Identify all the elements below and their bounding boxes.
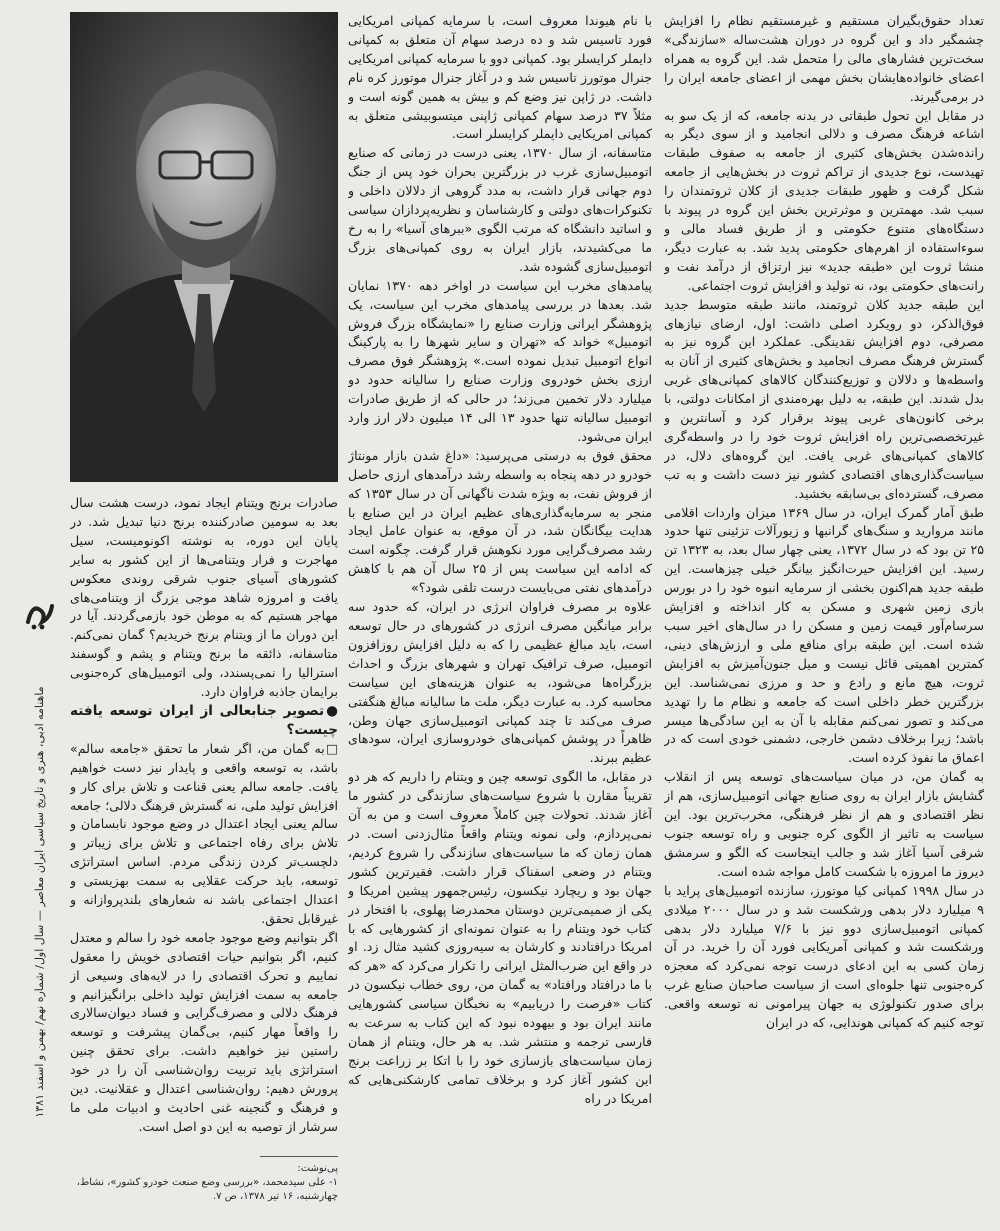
footnote-divider [260, 1156, 338, 1157]
magazine-issue-info: ماهنامه ادبی، هنری و تاریخ سیاسی ایران معاصر — سال اول/ شماره نهم/ بهمن و اسفند ۱۳۸۱ [33, 686, 46, 1118]
paragraph: این طبقه جدید کلان ثروتمند، مانند طبقه متوسط جدید فوق‌الذکر، دو رویکرد اصلی داشت: اول، ارضای نیازهای مصرفی، دوم افزایش نقدینگی. عملکرد این گروه نیز به گسترش فرهنگ مصرف انجامید و بخش‌های کثیری از آنان به واسطه‌ها و دلالان و توزیع‌کنندگان کالاهای کمپانی‌های غربی بدل شدند. این طبقه، به دلیل بهره‌مندی از امکانات دولتی، با برخی کانون‌های غربی پیوند برقرار کرد و آسانترین و غیرتخصصی‌ترین راه افزایش ثروت خود را در واسطه‌گری کالاهای کمپانی‌های غربی یافت. این گروه‌های دلال، در سیاست‌گذاری‌های اقتصادی کشور نیز دست داشت و به تب مصرف، گسترده‌ای بی‌سابقه بخشید. [664, 296, 984, 501]
paragraph: در سال ۱۹۹۸ کمپانی کیا موتورز، سازنده اتومبیل‌های پراید با ۹ میلیارد دلار بدهی ورشکست شد و در سال ۲۰۰۰ میلادی کمپانی اتومبیل‌سازی دوو نیز با ۷/۶ میلیارد دلار بدهی ورشکست شد و کمپانی آمریکایی فورد آن را خرید. در آن زمان کسی به این ادعای درست توجه نمی‌کرد که معجزه کره‌جنوبی تنها جلوه‌ای است از سیاست صاحبان صنایع غرب برای صدور تکنولوژی به جهان پیرامونی نه توسعه واقعی. توجه کنیم که کمپانی هوندایی، که در ایران [664, 882, 984, 1031]
paragraph: محقق فوق به درستی می‌پرسید: «داغ شدن بازار مونتاژ خودرو در دهه پنجاه به واسطه رشد درآمدهای ارزی حاصل از فروش نفت، به ویژه شدت ناگهانی آن در سال ۱۳۵۳ که منجر به سرمایه‌گذاری‌های عظیم ایران در این صنایع با هدایت بیگانگان شد، در آن موقع، به عنوان عامل ایجاد رشد مصرف‌گرایی مورد نکوهش قرار گرفت. چگونه است که ادامه این سیاست پس از ۲۵ سال آن هم با کاهش درآمدهای نفتی می‌بایست درست تلقی شود؟» [348, 447, 652, 596]
magazine-logo-icon [22, 596, 58, 632]
article-column-middle [348, 12, 652, 1224]
interview-question: ●تصویر جنابعالی از ایران توسعه یافته چیست؟ [70, 702, 338, 738]
paragraph: به گمان من، در میان سیاست‌های توسعه پس از انقلاب گشایش بازار ایران به روی صنایع جهانی اتومبیل‌سازی، هم از نظر اقتصادی و هم از نظر فرهنگی، مخرب‌ترین بود. این سیاست به تاثیر از الگوی کره جنوبی و راه توسعه جنوب شرقی آسیا آغاز شد و جالب اینجاست که الگو و سرمشق دیروز ما امروزه با شکست کامل مواجه شده است. [664, 769, 984, 879]
paragraph: صادرات برنج ویتنام ایجاد نمود، درست هشت سال بعد به سومین صادرکننده برنج دنیا تبدیل شد. در پایان این دوره، به نوشته اکونومیست، سیل مهاجرت و فرار ویتنامی‌ها از این کشور به سایر کشورهای آسیای جنوب شرقی روندی معکوس یافت و امروزه شاهد موجی بزرگ از ویتنامی‌های مهاجر هستیم که به موطن خود بازمی‌گردند. آیا در این دوران ما از ویتنام برنج خریدیم؟ گمان نمی‌کنم. متاسفانه، ذائقه ما برنج ویتنام و پشم و گوسفند استرالیا را نمی‌پسندد، ولی اتومبیل‌های کره‌جنوبی برایمان جاذبه فراوان دارد. [70, 495, 338, 700]
footnote-text: ۱- علی سیدمحمد، «بررسی وضع صنعت خودرو کشور»، نشاط، چهارشنبه، ۱۶ تیر ۱۳۷۸، ص ۷. [76, 1177, 338, 1202]
paragraph: در مقابل، ما الگوی توسعه چین و ویتنام را داریم که هر دو تقریباً مقارن با شروع سیاست‌های سازندگی در کشور ما آغاز شدند. تحولات چین کاملاً معروف است و من به آن نمی‌پردازم، ولی نمونه ویتنام واقعاً مثال‌زدنی است. در همان زمان که ما سیاست‌های سازندگی را شروع کردیم، ویتنام در وضعی اسفناک قرار داشت. فقیرترین کشور جهان بود و ریچارد نیکسون، رئیس‌جمهور پیشین امریکا و یکی از صمیمی‌ترین دوستان محمدرضا پهلوی، با افتخار در کتاب خود ویتنام را به عنوان نمونه‌ای از کشورهایی که با امریکا درافتادند و کارشان به سیه‌روزی کشید مثال زد. او در واقع این ضرب‌المثل ایرانی را تکرار می‌کرد که «هر که با ما درافتاد ورافتاد» به گمان من، روی خطاب نیکسون در کتاب «فرصت را دریابیم» به نخبگان سیاسی کشورهایی مانند ایران بود و بیهوده نبود که این کتاب به سرعت به فارسی ترجمه و منتشر شد. به هر حال، ویتنام از همان زمان سیاست‌های بازسازی خود را با اتکا بر زراعت برنج این کشور آغاز کرد و برخلاف تمامی کارشکنی‌هایی که امریکا در راه [348, 769, 652, 1106]
article-column-right [664, 12, 984, 1224]
paragraph: پیامدهای مخرب این سیاست در اواخر دهه ۱۳۷۰ نمایان شد. بعدها در بررسی پیامدهای مخرب این سیاست، یک پژوهشگر ایرانی وزارت صنایع را «نمایشگاه بزرگ فروش اتومبیل» خواند که «تهران و سایر شهرها را به پارکینگ انواع اتومبیل تبدیل نموده است.» پژوهشگر فوق مصرف ارزی بخش خودروی وزارت صنایع را سالیانه حدود دو میلیارد دلار تخمین می‌زند؛ در حالی که از طریق صادرات اتومبیل سالیانه تنها حدود ۱۳ الی ۱۴ میلیون دلار ارز وارد ایران می‌شود. [348, 277, 652, 444]
article-column-left [70, 494, 338, 1150]
magazine-description: ماهنامه ادبی، هنری و تاریخ سیاسی ایران معاصر [33, 686, 46, 907]
paragraph: تعداد حقوق‌بگیران مستقیم و غیرمستقیم نظام را افزایش چشمگیر داد و این گروه در دوران هشت‌ساله «سازندگی» سخت‌ترین فشارهای مالی را متحمل شد. این گروه به همراه اعضای خانواده‌هایشان بخش مهمی از اعضای جامعه ایران را در برمی‌گیرند. [664, 13, 984, 104]
portrait-photo-icon [70, 12, 338, 482]
paragraph: اگر بتوانیم وضع موجود جامعه خود را سالم و معتدل کنیم، اگر بتوانیم حیات اقتصادی خویش را معقول نماییم و تحرک اقتصادی را در لایه‌های وسیعی از جامعه به سمت افزایش تولید داخلی برانگیزانیم و فرهنگ دلالی و مصرف‌گرایی و فساد دیوان‌سالاری را واقعاً مهار کنیم، بی‌گمان پیشرفت و توسعه راستین نیز خواهیم داشت. برای تحقق چنین استراتژی باید تربیت روان‌شناسی آن را در خود پرورش دهیم: روان‌شناسی اعتدال و عقلانیت. دین و فرهنگ و گنجینه غنی احادیث و ادبیات ملی ما سرشار از توصیه به این دو اصل است. [70, 929, 338, 1134]
magazine-spine [20, 640, 60, 1170]
paragraph: متاسفانه، از سال ۱۳۷۰، یعنی درست در زمانی که صنایع اتومبیل‌سازی غرب در بزرگترین بحران خود پس از جنگ دوم جهانی قرار داشت، به مدد گروهی از دلالان داخلی و تکنوکرات‌های دولتی و کارشناسان و نظریه‌پردازان سیاسی و اساتید دانشگاه که مرتب الگوی «ببرهای آسیا» را به رخ ما می‌کشیدند، بازار ایران به روی کمپانی‌های بزرگ اتومبیل‌سازی گشوده شد. [348, 145, 652, 274]
portrait-photo [70, 12, 338, 482]
paragraph: □به گمان من، اگر شعار ما تحقق «جامعه سالم» باشد، به توسعه واقعی و پایدار نیز دست خواهیم یافت. جامعه سالم یعنی قناعت و تلاش برای کار و افزایش تولید ملی، نه گسترش فرهنگ دلالی؛ جامعه سالم یعنی ایجاد اعتدال در وضع موجود نابسامان و تلاش برای رفاه اجتماعی و تلاش برای زیباتر و دلچسب‌تر کردن زندگی مردم. اساس استراتژی توسعه، باید حرکت عقلایی به سمت بهزیستی و اعتدال اجتماعی باشد نه شعارهای بلندپروازانه و غیرقابل تحقق. [70, 740, 338, 926]
footnote-heading: پی‌نوشت: [297, 1163, 338, 1174]
paragraph: در مقابل این تحول طبقاتی در بدنه جامعه، که از یک سو به اشاعه فرهنگ مصرف و دلالی انجامید و از سوی دیگر به رانده‌شدن بخش‌های کثیری از جامعه به صفوف طبقات تهیدست، نوع جدیدی از تراکم ثروت در بخش‌هایی از جامعه شکل گرفت و ظهور طبقات جدیدی از کلان ثروتمندان را سبب شد. مهمترین و موثرترین بخش این گروه در پیوند با دستگاه‌های متنوع حکومتی و از طریق فساد مالی و سوءاستفاده از اهرم‌های حکومتی پدید شد. به عبارت دیگر، منشا ثروت این «طبقه جدید» نیز ارتزاق از درآمد نفت و رانت‌های حکومتی بود، نه تولید و افزایش ثروت اجتماعی. [664, 107, 984, 293]
issue-number: سال اول/ شماره نهم/ بهمن و اسفند ۱۳۸۱ [33, 924, 46, 1118]
paragraph: با نام هیوندا معروف است، با سرمایه کمپانی امریکایی فورد تاسیس شد و ده درصد سهام آن متعلق به کمپانی دایملر کرایسلر بود. کمپانی دوو با سرمایه کمپانی امریکایی جنرال موتورز تاسیس شد و در آغاز جنرال موتورز کره نام داشت. در ژاپن نیز وضع کم و بیش به همین گونه است و مثلاً ۳۷ درصد سهام کمپانی ژاپنی میتسوبیشی متعلق به کمپانی امریکایی دایملر کرایسلر است. [348, 13, 652, 142]
paragraph: طبق آمار گمرک ایران، در سال ۱۳۶۹ میزان واردات اقلامی مانند مروارید و سنگ‌های گرانبها و زیورآلات تزئینی تنها حدود ۲۵ تن بود که در سال ۱۳۷۲، یعنی چهار سال بعد، به ۱۳۲۳ تن رسید. این افزایش حیرت‌انگیز بیانگر خیلی چیزهاست. این طبقه جدید هم‌اکنون بخشی از سرمایه انبوه خود را در بورس بازی زمین شهری و مسکن به کار انداخته و افزایش سرسام‌آور قیمت زمین و مسکن را در سال‌های اخیر سبب شده است. این طبقه برای منافع ملی و ارزش‌های دینی، کمترین اهمیتی قائل نیست و میل جنون‌آمیزش به افزایش ثروت، هیچ مانع و رادع و حد و مرزی نمی‌شناسد. این بزرگترین خطر داخلی است که جامعه و نظام ما را تهدید می‌کند و تصور نمی‌کنم مقابله با آن به این سادگی‌ها میسر باشد؛ زیرا برخلاف دشمن خارجی، دشمنی خودی است که در اعماق ما نفوذ کرده است. [664, 504, 984, 766]
footnote [70, 1162, 338, 1204]
paragraph: علاوه بر مصرف فراوان انرژی در ایران، که حدود سه برابر میانگین مصرف انرژی در کشورهای در حال توسعه است، باید مبالغ عظیمی را که به دلیل افزایش روزافزون اتومبیل، صرف ترافیک تهران و شهرهای بزرگ و احداث بزرگراه‌ها می‌شود، به عنوان هزینه‌های این سیاست محاسبه کرد. به عبارت دیگر، ملت ما سالیانه مبالغ هنگفتی صرف می‌کند تا چند کمپانی اتومبیل‌سازی جهان وطن، ظاهراً در پوشش کمپانی‌های خودروسازی ایران، سودهای عظیم ببرند. [348, 599, 652, 766]
